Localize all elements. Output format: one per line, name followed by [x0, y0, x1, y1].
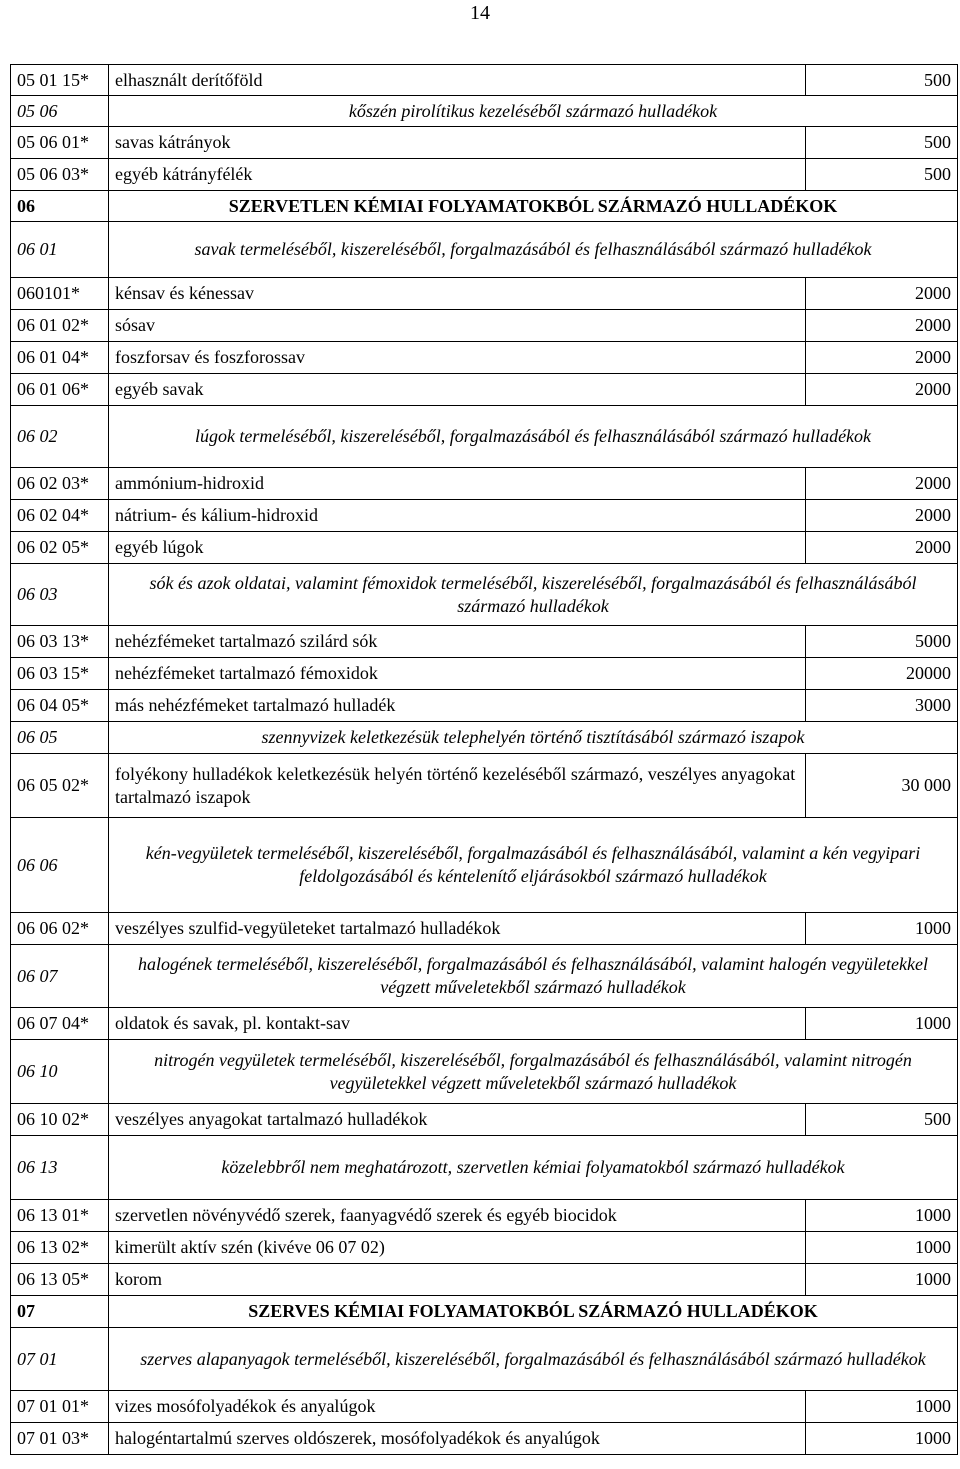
waste-code: 07 01 01* — [11, 1391, 109, 1423]
waste-amount: 30 000 — [806, 754, 958, 818]
waste-item-row — [11, 1264, 958, 1296]
waste-amount: 500 — [806, 159, 958, 191]
waste-amount: 2000 — [806, 342, 958, 374]
waste-code: 05 06 — [11, 96, 109, 127]
waste-item-row — [11, 374, 958, 406]
waste-description: savas kátrányok — [109, 127, 806, 159]
waste-code: 06 02 05* — [11, 532, 109, 564]
waste-item-row — [11, 278, 958, 310]
waste-amount: 1000 — [806, 1391, 958, 1423]
waste-group-row — [11, 222, 958, 278]
waste-amount: 500 — [806, 1104, 958, 1136]
waste-amount: 1000 — [806, 1232, 958, 1264]
waste-amount: 2000 — [806, 532, 958, 564]
waste-description: foszforsav és foszforossav — [109, 342, 806, 374]
waste-code: 06 01 06* — [11, 374, 109, 406]
waste-description: korom — [109, 1264, 806, 1296]
waste-description: közelebbről nem meghatározott, szervetlen kémiai folyamatokból származó hulladékok — [109, 1136, 958, 1200]
waste-description: veszélyes anyagokat tartalmazó hulladékok — [109, 1104, 806, 1136]
waste-item-row — [11, 1423, 958, 1455]
waste-description: sók és azok oldatai, valamint fémoxidok termeléséből, kiszereléséből, forgalmazásából és felhasználásából származó hulladékok — [109, 564, 958, 626]
waste-description: nehézfémeket tartalmazó fémoxidok — [109, 658, 806, 690]
waste-amount: 500 — [806, 65, 958, 96]
waste-code: 06 01 04* — [11, 342, 109, 374]
waste-item-row — [11, 468, 958, 500]
waste-item-row — [11, 626, 958, 658]
waste-amount: 1000 — [806, 913, 958, 945]
waste-code: 05 06 03* — [11, 159, 109, 191]
waste-amount: 1000 — [806, 1200, 958, 1232]
waste-item-row — [11, 690, 958, 722]
waste-code: 06 13 05* — [11, 1264, 109, 1296]
waste-description: halogéntartalmú szerves oldószerek, mosófolyadékok és anyalúgok — [109, 1423, 806, 1455]
waste-amount: 2000 — [806, 310, 958, 342]
waste-description: egyéb savak — [109, 374, 806, 406]
waste-item-row — [11, 913, 958, 945]
waste-description: oldatok és savak, pl. kontakt-sav — [109, 1008, 806, 1040]
waste-amount: 2000 — [806, 374, 958, 406]
waste-code: 06 10 02* — [11, 1104, 109, 1136]
waste-amount: 2000 — [806, 500, 958, 532]
waste-description: kénsav és kénessav — [109, 278, 806, 310]
waste-code: 06 03 13* — [11, 626, 109, 658]
waste-group-row — [11, 564, 958, 626]
waste-description: egyéb lúgok — [109, 532, 806, 564]
waste-group-row — [11, 406, 958, 468]
waste-description: SZERVES KÉMIAI FOLYAMATOKBÓL SZÁRMAZÓ HULLADÉKOK — [109, 1296, 958, 1328]
waste-amount: 2000 — [806, 468, 958, 500]
waste-item-row — [11, 500, 958, 532]
waste-description: lúgok termeléséből, kiszereléséből, forgalmazásából és felhasználásából származó hulladékok — [109, 406, 958, 468]
waste-code: 06 13 01* — [11, 1200, 109, 1232]
waste-amount: 500 — [806, 127, 958, 159]
waste-amount: 1000 — [806, 1008, 958, 1040]
waste-item-row — [11, 1391, 958, 1423]
waste-code: 05 06 01* — [11, 127, 109, 159]
waste-item-row — [11, 1200, 958, 1232]
waste-code: 07 01 03* — [11, 1423, 109, 1455]
waste-item-row — [11, 754, 958, 818]
waste-group-row — [11, 1040, 958, 1104]
waste-item-row — [11, 1008, 958, 1040]
waste-table — [10, 64, 958, 1455]
waste-description: nitrogén vegyületek termeléséből, kiszereléséből, forgalmazásából és felhasználásából, valamint nitrogén vegyületekkel végzett műveletekből származó hulladékok — [109, 1040, 958, 1104]
waste-code: 06 01 — [11, 222, 109, 278]
waste-item-row — [11, 159, 958, 191]
waste-code: 06 02 — [11, 406, 109, 468]
waste-code: 06 02 03* — [11, 468, 109, 500]
waste-description: sósav — [109, 310, 806, 342]
waste-code: 06 13 02* — [11, 1232, 109, 1264]
waste-description: kőszén pirolítikus kezeléséből származó hulladékok — [109, 96, 958, 127]
waste-code: 06 01 02* — [11, 310, 109, 342]
waste-group-row — [11, 1328, 958, 1391]
waste-code: 06 07 — [11, 945, 109, 1008]
waste-description: ammónium-hidroxid — [109, 468, 806, 500]
waste-item-row — [11, 310, 958, 342]
waste-code: 06 03 — [11, 564, 109, 626]
waste-item-row — [11, 532, 958, 564]
waste-description: elhasznált derítőföld — [109, 65, 806, 96]
waste-description: kimerült aktív szén (kivéve 06 07 02) — [109, 1232, 806, 1264]
waste-item-row — [11, 65, 958, 96]
waste-item-row — [11, 127, 958, 159]
waste-description: folyékony hulladékok keletkezésük helyén történő kezeléséből származó, veszélyes anyagokat tartalmazó iszapok — [109, 754, 806, 818]
waste-amount: 1000 — [806, 1423, 958, 1455]
waste-code: 06 10 — [11, 1040, 109, 1104]
waste-code: 07 01 — [11, 1328, 109, 1391]
waste-code: 06 07 04* — [11, 1008, 109, 1040]
waste-code: 06 — [11, 191, 109, 222]
waste-description: más nehézfémeket tartalmazó hulladék — [109, 690, 806, 722]
waste-code: 06 13 — [11, 1136, 109, 1200]
waste-item-row — [11, 342, 958, 374]
waste-code: 06 03 15* — [11, 658, 109, 690]
waste-description: vizes mosófolyadékok és anyalúgok — [109, 1391, 806, 1423]
waste-description: SZERVETLEN KÉMIAI FOLYAMATOKBÓL SZÁRMAZÓ HULLADÉKOK — [109, 191, 958, 222]
waste-code: 06 02 04* — [11, 500, 109, 532]
waste-group-row — [11, 96, 958, 127]
waste-chapter-row — [11, 191, 958, 222]
waste-group-row — [11, 1136, 958, 1200]
waste-description: halogének termeléséből, kiszereléséből, forgalmazásából és felhasználásából, valamint halogén vegyületekkel végzett műveletekből származó hulladékok — [109, 945, 958, 1008]
waste-amount: 1000 — [806, 1264, 958, 1296]
waste-item-row — [11, 658, 958, 690]
waste-description: nehézfémeket tartalmazó szilárd sók — [109, 626, 806, 658]
waste-group-row — [11, 818, 958, 913]
page-number: 14 — [470, 2, 490, 24]
waste-code: 06 06 — [11, 818, 109, 913]
waste-amount: 3000 — [806, 690, 958, 722]
waste-code: 05 01 15* — [11, 65, 109, 96]
waste-code: 06 05 02* — [11, 754, 109, 818]
waste-code: 06 06 02* — [11, 913, 109, 945]
waste-table-body — [11, 65, 958, 1455]
waste-amount: 5000 — [806, 626, 958, 658]
waste-group-row — [11, 722, 958, 754]
waste-description: kén-vegyületek termeléséből, kiszereléséből, forgalmazásából és felhasználásából, valamint a kén vegyipari feldolgozásából és kéntelenítő eljárásokból származó hulladékok — [109, 818, 958, 913]
waste-item-row — [11, 1232, 958, 1264]
waste-code: 06 05 — [11, 722, 109, 754]
waste-description: veszélyes szulfid-vegyületeket tartalmazó hulladékok — [109, 913, 806, 945]
waste-code: 06 04 05* — [11, 690, 109, 722]
waste-description: egyéb kátrányfélék — [109, 159, 806, 191]
waste-code: 07 — [11, 1296, 109, 1328]
waste-description: savak termeléséből, kiszereléséből, forgalmazásából és felhasználásából származó hulladékok — [109, 222, 958, 278]
waste-chapter-row — [11, 1296, 958, 1328]
waste-description: szervetlen növényvédő szerek, faanyagvédő szerek és egyéb biocidok — [109, 1200, 806, 1232]
waste-description: nátrium- és kálium-hidroxid — [109, 500, 806, 532]
waste-item-row — [11, 1104, 958, 1136]
waste-amount: 2000 — [806, 278, 958, 310]
waste-description: szennyvizek keletkezésük telephelyén történő tisztításából származó iszapok — [109, 722, 958, 754]
waste-amount: 20000 — [806, 658, 958, 690]
waste-description: szerves alapanyagok termeléséből, kiszereléséből, forgalmazásából és felhasználásából származó hulladékok — [109, 1328, 958, 1391]
waste-group-row — [11, 945, 958, 1008]
waste-code: 060101* — [11, 278, 109, 310]
